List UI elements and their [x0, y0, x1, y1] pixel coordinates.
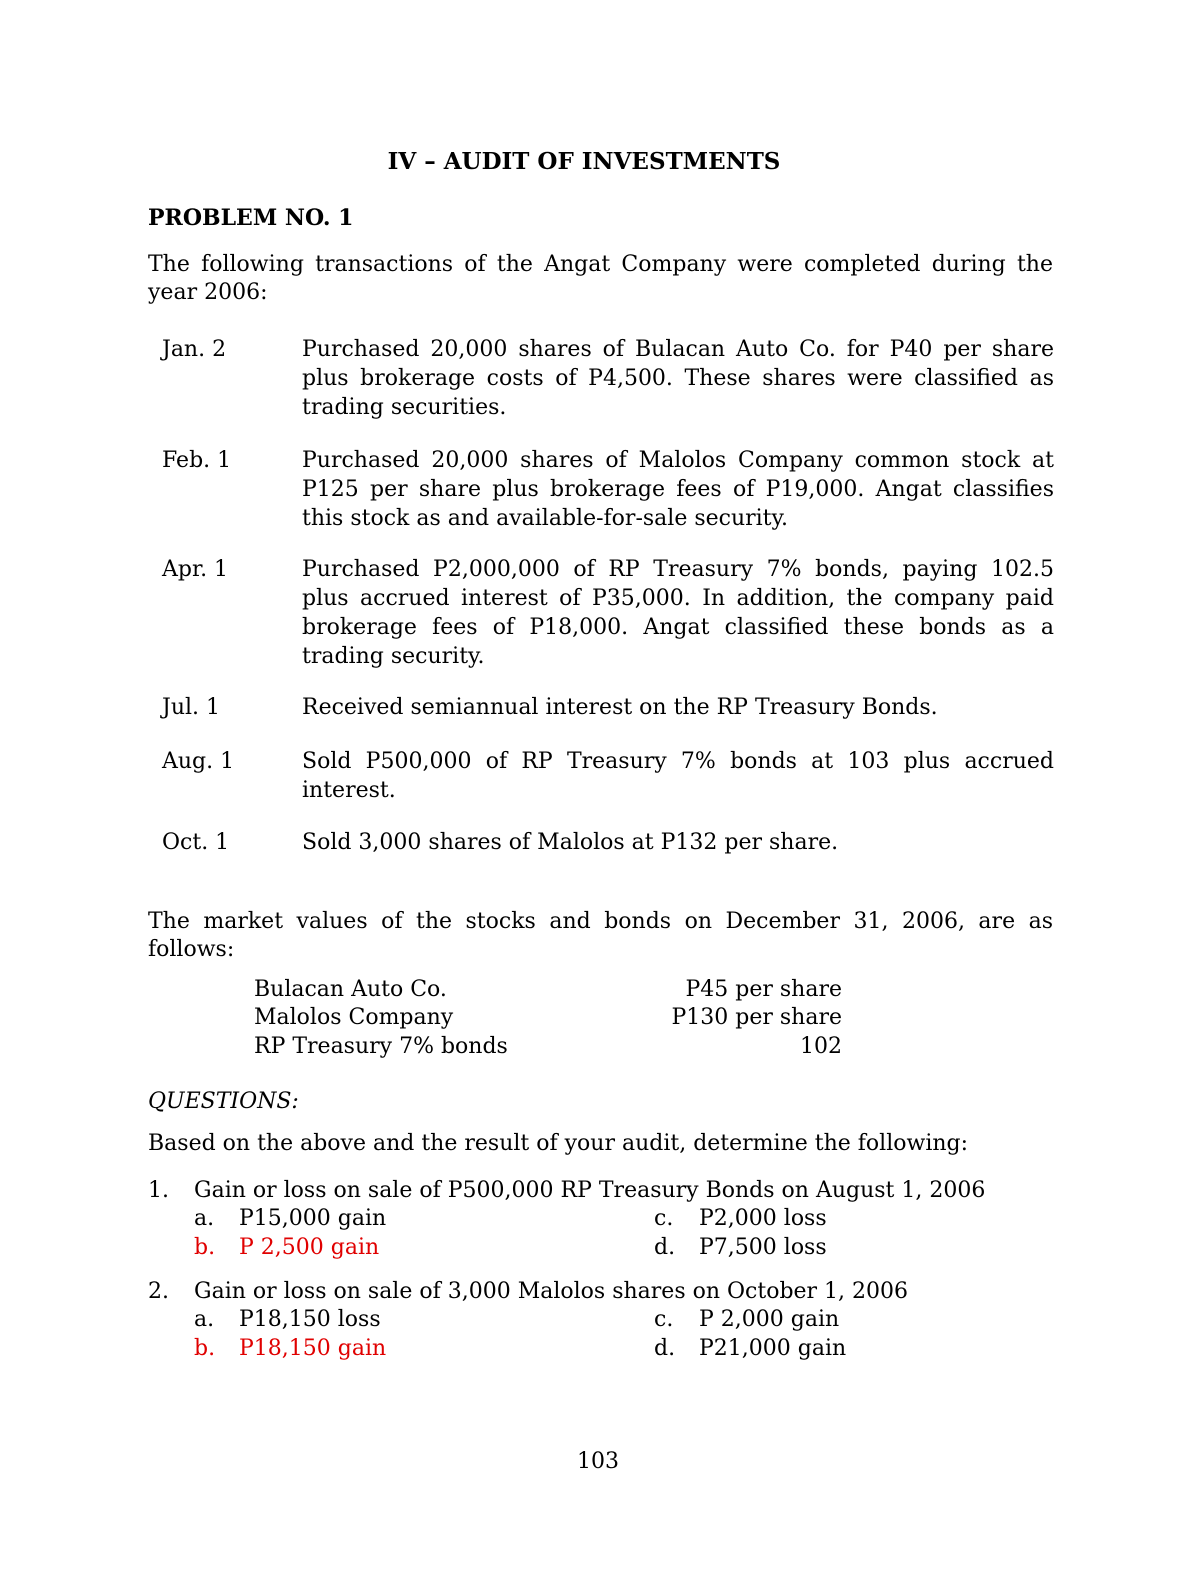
option-text: P18,150 loss: [239, 1307, 381, 1332]
security-name: Malolos Company: [254, 1005, 454, 1030]
option-letter: c.: [654, 1307, 674, 1332]
option-text: P15,000 gain: [239, 1206, 387, 1231]
transaction-description: Sold P500,000 of RP Treasury 7% bonds at 103 plus accrued interest.: [302, 749, 1054, 803]
question-text: Gain or loss on sale of P500,000 RP Treasury Bonds on August 1, 2006: [194, 1178, 986, 1203]
transaction-description: Received semiannual interest on the RP Treasury Bonds.: [302, 695, 938, 720]
answer-option: [654, 1233, 827, 1262]
option-letter: a.: [194, 1307, 215, 1332]
option-text: P2,000 loss: [699, 1206, 827, 1231]
questions-heading: QUESTIONS:: [148, 1089, 299, 1114]
option-text: P 2,000 gain: [699, 1307, 840, 1332]
chapter-title: IV – AUDIT OF INVESTMENTS: [387, 148, 781, 175]
page-number: 103: [577, 1449, 619, 1474]
security-market-value: P45 per share: [685, 977, 842, 1002]
option-text: P7,500 loss: [699, 1235, 827, 1260]
question-text: Gain or loss on sale of 3,000 Malolos shares on October 1, 2006: [194, 1279, 909, 1304]
transaction-date: Feb. 1: [162, 448, 232, 473]
option-letter: b.: [194, 1235, 216, 1260]
option-text: P21,000 gain: [699, 1336, 847, 1361]
transaction-date: Jul. 1: [162, 695, 221, 720]
option-letter: c.: [654, 1206, 674, 1231]
transaction-description: Purchased P2,000,000 of RP Treasury 7% bonds, paying 102.5 plus accrued interest of P35,000. In addition, the company paid brokerage fees of P18,000. Angat classified these bonds as a trading security.: [302, 557, 1054, 669]
answer-option-correct: [194, 1334, 386, 1363]
question-number: 2.: [148, 1279, 169, 1304]
transaction-date: Apr. 1: [162, 557, 229, 582]
option-letter: d.: [654, 1336, 676, 1361]
option-text: P18,150 gain: [239, 1336, 387, 1361]
answer-option: [654, 1204, 827, 1233]
option-letter: b.: [194, 1336, 216, 1361]
answer-option: [654, 1334, 846, 1363]
transaction-description: Purchased 20,000 shares of Bulacan Auto Co. for P40 per share plus brokerage costs of P4,500. These shares were classified as trading securities.: [302, 337, 1054, 420]
transaction-date: Jan. 2: [162, 337, 227, 362]
questions-intro: Based on the above and the result of your audit, determine the following:: [148, 1131, 969, 1156]
option-letter: a.: [194, 1206, 215, 1231]
answer-option: [194, 1204, 386, 1233]
security-name: RP Treasury 7% bonds: [254, 1034, 508, 1059]
answer-option-correct: [194, 1233, 379, 1262]
answer-option: [194, 1305, 381, 1334]
transaction-date: Oct. 1: [162, 830, 230, 855]
transaction-description: Purchased 20,000 shares of Malolos Company common stock at P125 per share plus brokerage fees of P19,000. Angat classifies this stock as and available-for-sale security.: [302, 448, 1054, 531]
option-letter: d.: [654, 1235, 676, 1260]
option-text: P 2,500 gain: [239, 1235, 380, 1260]
security-market-value: 102: [800, 1034, 842, 1059]
question-number: 1.: [148, 1178, 169, 1203]
market-values-intro: The market values of the stocks and bonds on December 31, 2006, are as follows:: [148, 909, 1053, 962]
transaction-date: Aug. 1: [162, 749, 235, 774]
problem-title: PROBLEM NO. 1: [148, 205, 354, 231]
security-name: Bulacan Auto Co.: [254, 977, 447, 1002]
answer-option: [654, 1305, 839, 1334]
problem-intro: The following transactions of the Angat Company were completed during the year 2006:: [148, 252, 1053, 305]
transaction-description: Sold 3,000 shares of Malolos at P132 per share.: [302, 830, 839, 855]
security-market-value: P130 per share: [671, 1005, 842, 1030]
